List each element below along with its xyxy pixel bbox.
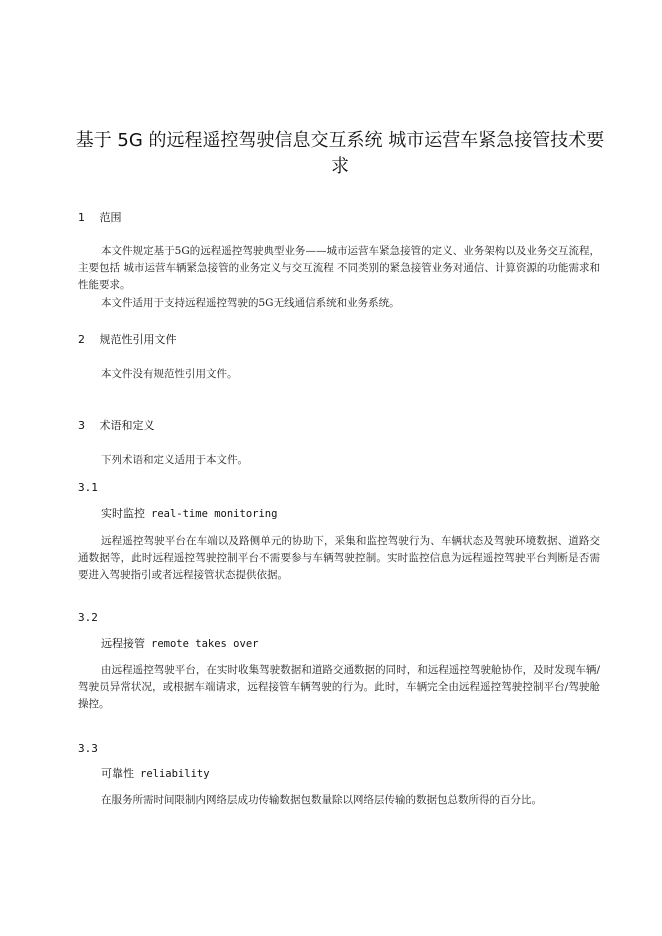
term-3-2-number: 3.2: [78, 611, 98, 624]
title-line-1: 基于 5G 的远程遥控驾驶信息交互系统 城市运营车紧急接管技术要: [75, 130, 605, 151]
term-3-3-definition: 在服务所需时间限制内网络层成功传输数据包数量除以网络层传输的数据包总数所得的百分比。: [101, 794, 542, 806]
term-zh: 远程接管: [101, 637, 145, 650]
section-3-heading: [78, 419, 155, 433]
term-en: real-time monitoring: [151, 508, 278, 520]
term-zh: 实时监控: [101, 507, 145, 520]
section-title: 规范性引用文件: [99, 333, 177, 346]
term-3-2: [101, 637, 258, 651]
section-number: 2: [78, 333, 85, 346]
term-3-2-definition: 由远程遥控驾驶平台，在实时收集驾驶数据和道路交通数据的同时，和远程遥控驾驶舱协作，及时发现车辆/驾驶员异常状况，或根据车端请求，远程接管车辆驾驶的行为。此时，车辆完全由远程遥控驾驶控制平台/驾驶舱操控。: [78, 664, 600, 710]
term-3-3-number: 3.3: [78, 742, 98, 755]
section-2-paragraph-1: 本文件没有规范性引用文件。: [101, 368, 238, 380]
term-en: remote takes over: [151, 638, 259, 650]
section-number: 3: [78, 419, 85, 432]
section-3-paragraph-1: 下列术语和定义适用于本文件。: [101, 454, 248, 466]
term-3-1-number: 3.1: [78, 481, 98, 494]
section-number: 1: [78, 211, 85, 224]
term-zh: 可靠性: [101, 767, 134, 780]
term-3-3: [101, 767, 210, 781]
section-title: 范围: [99, 211, 122, 224]
term-3-1-definition: 远程遥控驾驶平台在车端以及路侧单元的协助下，采集和监控驾驶行为、车辆状态及驾驶环境数据、道路交通数据等，此时远程遥控驾驶控制平台不需要参与车辆驾驶控制。实时监控信息为远程遥控驾驶平台判断是否需要进入驾驶指引或者远程接管状态提供依据。: [78, 535, 600, 581]
section-1-paragraph-1: 本文件规定基于5G的远程遥控驾驶典型业务——城市运营车紧急接管的定义、业务架构以及业务交互流程，主要包括 城市运营车辆紧急接管的业务定义与交互流程 不同类别的紧急接管业务对通信、计算资源的功能需求和性能要求。: [78, 245, 600, 291]
section-1-heading: [78, 211, 122, 225]
term-en: reliability: [140, 768, 210, 780]
document-title: [70, 128, 610, 180]
section-1-paragraph-2: 本文件适用于支持远程遥控驾驶的5G无线通信系统和业务系统。: [101, 297, 400, 309]
title-line-2: 求: [331, 156, 349, 177]
term-3-1: [101, 507, 277, 521]
section-2-heading: [78, 333, 177, 347]
section-title: 术语和定义: [99, 419, 155, 432]
